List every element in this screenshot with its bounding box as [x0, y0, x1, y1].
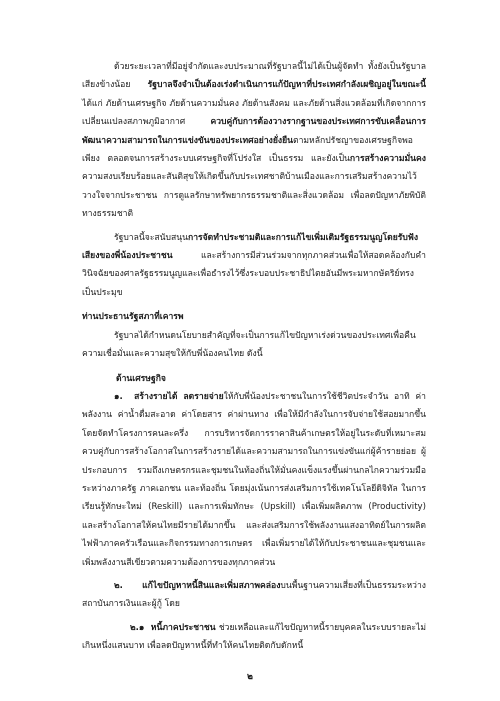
text-span: ความสงบเรียบร้อยและสันติสุขให้เกิดขึ้นกับประเทศชาติบ้านเมืองและการเสริมสร้างความไว้วางใจจากประชาชน การดูแลรักษาทรัพยากรธรรมชาติและสิ่งแวดล้อม เพื่อลดปัญหาภัยพิบัติทางธรรมชาติ: [82, 172, 426, 220]
paragraph-constitution: [82, 229, 426, 303]
bold-text: สร้างรายได้ ลดรายจ่าย: [134, 391, 224, 402]
bold-text: แก้ไขปัญหาหนี้สินและเพิ่มสภาพคล่อง: [142, 580, 281, 591]
text-span: ได้แก่ ภัยด้านเศรษฐกิจ ภัยด้านความมั่นคง ภัยด้านสังคม และภัยด้านสิ่งแวดล้อมที่เกิดจากการเปลี่ยนแปลงสภาพภูมิอากาศ: [82, 98, 426, 128]
text-span: ช่วยเหลือและแก้ไขปัญหาหนี้รายบุคคลในระบบรายละไม่เกินหนึ่งแสนบาท เพื่อลดปัญหาหนี้ที่ทำให้คนไทยติดกับดักหนี้: [82, 622, 426, 652]
bold-text: การจัดทำประชามติและการแก้ไขเพิ่มเติมรัฐธรรมนูญโดยรับฟังเสียงของพี่น้องประชาชน: [82, 232, 419, 262]
text-span: และสร้างการมีส่วนร่วมจากทุกภาคส่วนเพื่อให้สอดคล้องกับคำวินิจฉัยของศาลรัฐธรรมนูญและเพื่อธำรงไว้ซึ่งระบอบประชาธิปไตยอันมีพระมหากษัตริย์ทรงเป็นประมุข: [82, 251, 426, 298]
item-number: ๑.: [114, 391, 123, 402]
item-number: ๒.๑: [130, 622, 145, 633]
page-number: ๒: [247, 672, 253, 682]
text-span: บนพื้นฐานความเสี่ยงที่เป็นธรรมระหว่างสถาบันการเงินและผู้กู้ โดย: [82, 580, 426, 610]
text-span: ตามหลักปรัชญาของเศรษฐกิจพอเพียง ตลอดจนการสร้างระบบเศรษฐกิจที่โปร่งใส เป็นธรรม และยังเป็น: [82, 135, 413, 165]
list-item-2: [82, 577, 426, 614]
list-item-2-1: [82, 619, 426, 656]
item-number: ๒.: [114, 580, 123, 591]
text-span: รัฐบาลนี้จะสนับสนุน: [114, 232, 188, 243]
list-item-1: [82, 388, 426, 572]
text-span: ให้กับพี่น้องประชาชนในการใช้ชีวิตประจำวัน อาทิ ค่าพลังงาน ค่าน้ำดื่มสะอาด ค่าโดยสาร ค่าผ่านทาง เพื่อให้มีกำลังในการจับจ่ายใช้สอยมากขึ้น โดยจัดทำโครงการคนละครึ่ง การบริหารจัดการราคาสินค้าเกษตรให้อยู่ในระดับที่เหมาะสม ควบคู่กับการสร้างโอกาสในการสร้างรายได้และความสามารถในการแข่งขันแก่ผู้ค้ารายย่อย ผู้ประกอบการ รวมถึงเกษตรกรและชุมชนในท้องถิ่นให้มั่นคงแข็งแรงขึ้นผ่านกลไกความร่วมมือระหว่างภาครัฐ ภาคเอกชน และท้องถิ่น โดยมุ่งเน้นการส่งเสริมการใช้เทคโนโลยีดิจิทัล ในการเรียนรู้ทักษะใหม่ (Reskill) และการเพิ่มทักษะ (Upskill) เพื่อเพิ่มผลิตภาพ (Productivity) และสร้างโอกาสให้คนไทยมีรายได้มากขึ้น และส่งเสริมการใช้พลังงานแสงอาทิตย์ในการผลิตไฟฟ้าภาคครัวเรือนและกิจกรรมทางการเกษตร เพื่อเพิ่มรายได้ให้กับประชาชนและชุมชนและเพิ่มพลังงานสีเขียวตามความต้องการของทุกภาคส่วน: [82, 391, 426, 568]
bold-text: รัฐบาลจึงจำเป็นต้องเร่งดำเนินการแก้ปัญหาที่ประเทศกำลังเผชิญอยู่ในขณะนี้: [147, 80, 426, 91]
paragraph-policy-intro: [82, 58, 426, 224]
paragraph-urgent-policy: รัฐบาลได้กำหนดนโยบายสำคัญที่จะเป็นการแก้ไขปัญหาเร่งด่วนของประเทศเพื่อคืนความเชื่อมั่นและความสุขให้กับพี่น้องคนไทย ดังนี้: [82, 330, 416, 360]
bold-text: ควบคู่กับการต้องวางรากฐานของประเทศการขับเคลื่อนการพัฒนาความสามารถในการแข่งขันของประเทศอย่างยั่งยืน: [82, 117, 426, 146]
text-span: ด้วยระยะเวลาที่มีอยู่จำกัดและงบประมาณที่รัฐบาลนี้ไม่ได้เป็นผู้จัดทำ ทั้งยังเป็นรัฐบาลเสียงข้างน้อย: [82, 62, 426, 91]
bold-text: หนี้ภาคประชาชน: [150, 622, 216, 633]
bold-text: การสร้างความมั่นคง: [349, 154, 426, 165]
heading-economy: ด้านเศรษฐกิจ: [116, 373, 166, 384]
heading-address: ท่านประธานรัฐสภาที่เคารพ: [82, 312, 184, 323]
